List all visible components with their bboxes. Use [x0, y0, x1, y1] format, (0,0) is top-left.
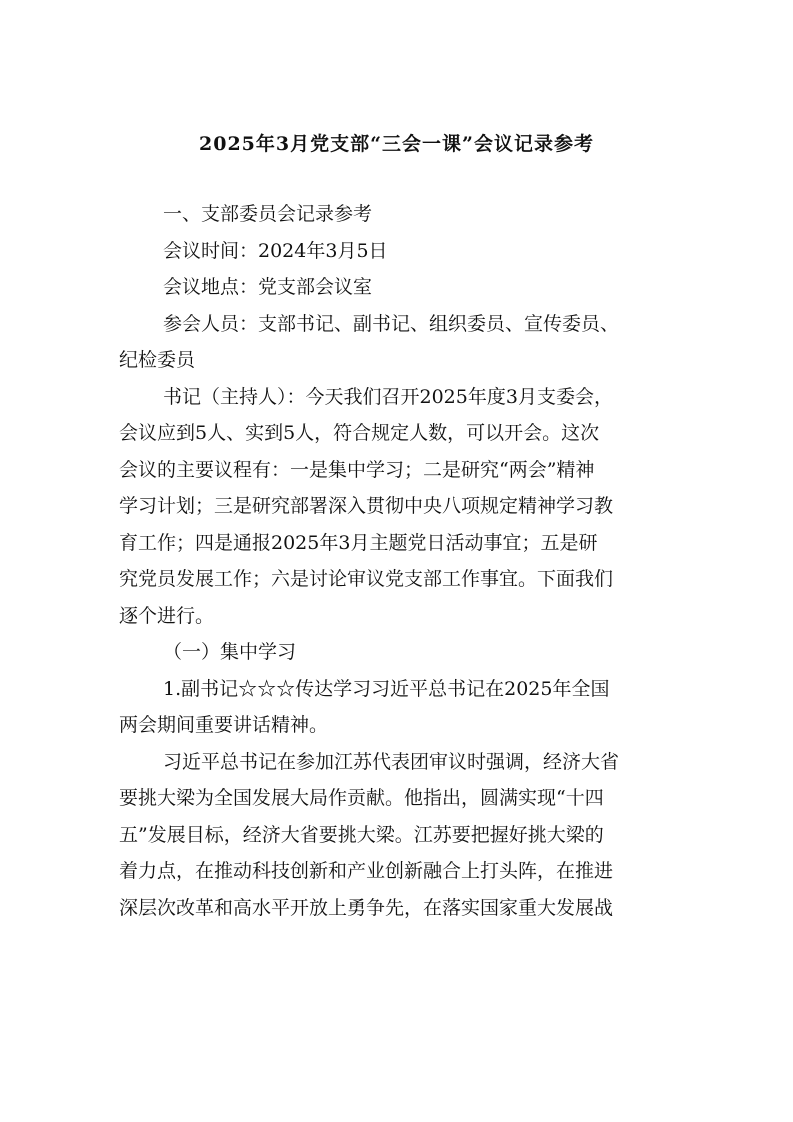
- paragraph-line: 两会期间重要讲话精神。: [119, 714, 329, 736]
- subsection-heading: （一）集中学习: [163, 641, 297, 663]
- paragraph-line: 逐个进行。: [119, 604, 215, 627]
- attendees-line: 参会人员：支部书记、副书记、组织委员、宣传委员、: [163, 312, 620, 335]
- paragraph-line: 深层次改革和高水平开放上勇争先，在落实国家重大发展战: [119, 896, 614, 919]
- attendees-line: 纪检委员: [119, 349, 196, 371]
- paragraph-line: 五”发展目标，经济大省要挑大梁。江苏要把握好挑大梁的: [119, 823, 604, 846]
- paragraph-line: 学习计划；三是研究部署深入贯彻中央八项规定精神学习教: [119, 495, 614, 517]
- paragraph-line: 1.副书记☆☆☆传达学习习近平总书记在2025年全国: [163, 677, 610, 700]
- paragraph-line: 着力点，在推动科技创新和产业创新融合上打头阵，在推进: [119, 860, 614, 882]
- meeting-time: 会议时间：2024年3月5日: [163, 239, 388, 262]
- paragraph-line: 会议应到5人、实到5人，符合规定人数，可以开会。这次: [119, 422, 600, 444]
- paragraph-line: 习近平总书记在参加江苏代表团审议时强调，经济大省: [163, 750, 620, 773]
- section-heading: 一、支部委员会记录参考: [163, 203, 373, 225]
- paragraph-line: 书记（主持人）：今天我们召开2025年度3月支委会，: [163, 385, 613, 408]
- paragraph-line: 要挑大梁为全国发展大局作贡献。他指出，圆满实现“十四: [119, 787, 604, 809]
- paragraph-line: 育工作；四是通报2025年3月主题党日活动事宜；五是研: [119, 531, 598, 554]
- paragraph-line: 究党员发展工作；六是讨论审议党支部工作事宜。下面我们: [119, 568, 614, 590]
- paragraph-line: 会议的主要议程有：一是集中学习；二是研究“两会”精神: [119, 458, 595, 481]
- document-title: 2025年3月党支部“三会一课”会议记录参考: [199, 133, 594, 155]
- document-body: [119, 196, 674, 926]
- meeting-location: 会议地点：党支部会议室: [163, 276, 373, 298]
